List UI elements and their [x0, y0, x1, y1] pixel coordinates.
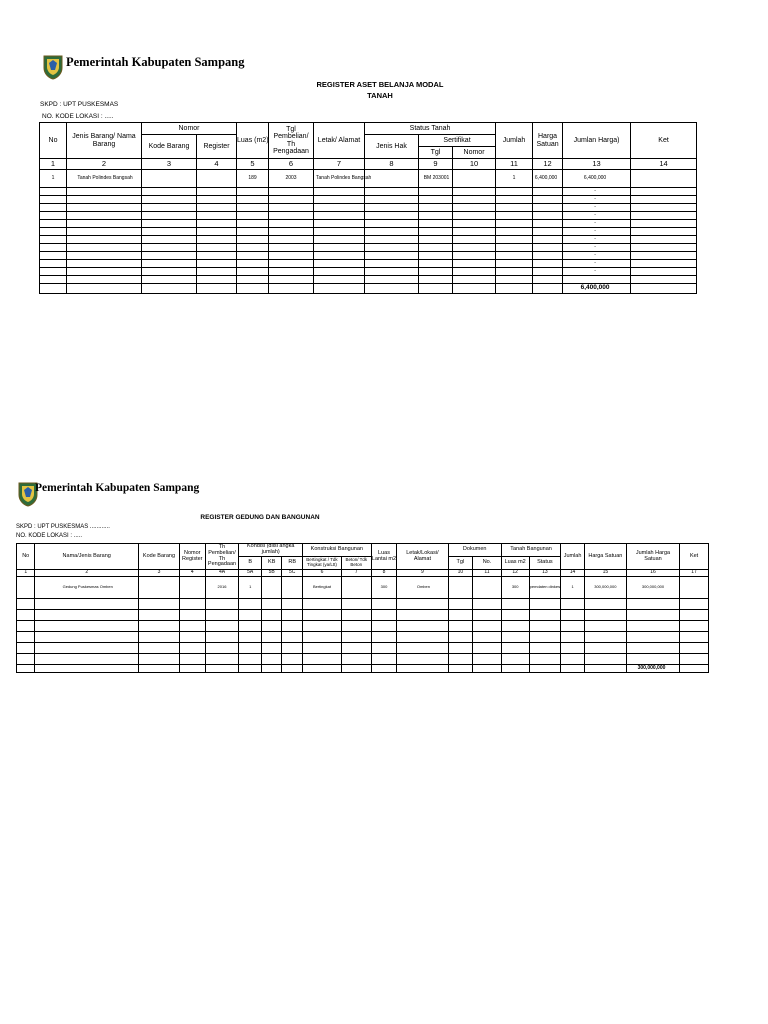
header-kode-barang: Kode Barang [138, 544, 179, 570]
col-number: 5A [239, 570, 262, 577]
header-kondisi-rb: RB [282, 557, 303, 570]
cell-luas: 189 [237, 170, 269, 188]
col-number: 5B [261, 570, 282, 577]
cell-letak: Omben [397, 577, 448, 599]
kode-lokasi-label: NO. KODE LOKASI : ..... [42, 113, 114, 120]
table-row [40, 196, 697, 204]
header-nomor-register: Nomor Register [179, 544, 205, 570]
cell-jumlah: 1 [561, 577, 585, 599]
table-row [17, 654, 709, 665]
header-jumlah-harga: Jumlan Harga) [563, 123, 631, 159]
total-row [17, 665, 709, 673]
skpd-label: SKPD : UPT PUSKESMAS [40, 101, 119, 108]
cell-status: pemdaten dinkes [529, 577, 561, 599]
table-row [40, 260, 697, 268]
dash-cell: - [563, 260, 631, 268]
col-number: 17 [680, 570, 709, 577]
cell-kondisi-b: 1 [239, 577, 262, 599]
cell-kondisi-rb [282, 577, 303, 599]
header-no: No [17, 544, 35, 570]
header-harga-satuan: Harga Satuan [584, 544, 626, 570]
header-luas: Luas (m2) [237, 123, 269, 159]
col-number: 14 [631, 159, 697, 170]
header-luas-m2: Luas m2 [501, 557, 529, 570]
col-number: 1 [17, 570, 35, 577]
cell-harga-satuan: 6,400,000 [533, 170, 563, 188]
col-number: 13 [563, 159, 631, 170]
cell-luas-lantai: 300 [371, 577, 397, 599]
cell-luas-m2: 300 [501, 577, 529, 599]
cell-ket [680, 577, 709, 599]
cell-bertingkat: Bertingkat [302, 577, 341, 599]
kode-lokasi-label: NO. KODE LOKASI : ..... [16, 533, 83, 539]
cell-kode-barang [138, 577, 179, 599]
col-number: 12 [533, 159, 563, 170]
col-number: 9 [419, 159, 453, 170]
government-header-title: Pemerintah Kabupaten Sampang [66, 55, 245, 69]
header-kondisi-kb: KB [261, 557, 282, 570]
header-status-tanah: Status Tanah [365, 123, 496, 135]
cell-harga-satuan: 300,000,000 [584, 577, 626, 599]
col-number: 4A [205, 570, 239, 577]
skpd-label: SKPD : UPT PUSKESMAS ............ [16, 524, 110, 530]
header-luas-lantai: Luas Lantai m2 [371, 544, 397, 570]
col-number: 5C [282, 570, 303, 577]
header-tgl-pembelian: Tgl Pembelian/ Th Pengadaan [269, 123, 314, 159]
col-number: 3 [142, 159, 197, 170]
header-dok-tgl: Tgl [448, 557, 473, 570]
tanah-register-table [39, 122, 697, 294]
col-number: 13 [529, 570, 561, 577]
col-number: 8 [365, 159, 419, 170]
header-jumlah: Jumlah [561, 544, 585, 570]
dash-cell: - [563, 188, 631, 196]
header-register: Register [197, 135, 237, 159]
header-dok-no: No. [473, 557, 502, 570]
col-number: 10 [453, 159, 496, 170]
table-row [40, 252, 697, 260]
header-kondisi: Kondisi (diisi angka jumlah) [239, 544, 303, 557]
col-number: 10 [448, 570, 473, 577]
register-title: REGISTER ASET BELANJA MODAL [316, 80, 444, 89]
header-konstruksi: Konstruksi Bangunan [302, 544, 371, 557]
dash-cell: - [563, 252, 631, 260]
header-jumlah: Jumlah [496, 123, 533, 159]
header-beton: Beton/ Tdk Beton [341, 557, 371, 570]
cell-register [197, 170, 237, 188]
header-kode-barang: Kode Barang [142, 135, 197, 159]
cell-beton [341, 577, 371, 599]
cell-ket [631, 170, 697, 188]
cell-sert-nomor [453, 170, 496, 188]
col-number: 5 [237, 159, 269, 170]
header-ket: Ket [680, 544, 709, 570]
header-tanah-bangunan: Tanah Bangunan [501, 544, 560, 557]
col-number: 7 [314, 159, 365, 170]
cell-no: 1 [40, 170, 67, 188]
col-number: 8 [371, 570, 397, 577]
table-row [17, 610, 709, 621]
cell-kondisi-kb [261, 577, 282, 599]
government-header-title: Pemerintah Kabupaten Sampang [35, 482, 200, 494]
cell-nomor-register [179, 577, 205, 599]
cell-jenis-hak [365, 170, 419, 188]
dash-cell: - [563, 268, 631, 276]
dash-cell: - [563, 244, 631, 252]
col-number: 16 [626, 570, 679, 577]
header-nomor: Nomor [142, 123, 237, 135]
col-number: 2 [35, 570, 139, 577]
total-value: 6,400,000 [563, 284, 631, 294]
table-row [17, 632, 709, 643]
header-harga-satuan: Harga Satuan [533, 123, 563, 159]
table-row [17, 621, 709, 632]
cell-nama: Gedung Puskesmas Omben [35, 577, 139, 599]
cell-jumlah-harga: 6,400,000 [563, 170, 631, 188]
cell-tgl: 2003 [269, 170, 314, 188]
header-jenis-barang: Jenis Barang/ Nama Barang [67, 123, 142, 159]
dash-cell: - [563, 236, 631, 244]
gedung-register-table [16, 543, 709, 673]
table-row [40, 170, 697, 188]
table-row [40, 212, 697, 220]
dash-cell: - [563, 220, 631, 228]
cell-dok-tgl [448, 577, 473, 599]
header-th-pembelian: Th Pembelian/ Th Pengadaan [205, 544, 239, 570]
header-kondisi-b: B [239, 557, 262, 570]
col-number: 12 [501, 570, 529, 577]
cell-th-pembelian: 2016 [205, 577, 239, 599]
cell-sert-tgl: BM 203001 [419, 170, 453, 188]
table-row [40, 228, 697, 236]
table-row [40, 276, 697, 284]
header-sert-tgl: Tgl [419, 147, 453, 159]
header-status: Status [529, 557, 561, 570]
table-row [40, 220, 697, 228]
col-number: 1 [40, 159, 67, 170]
header-nama: Nama/Jenis Barang [35, 544, 139, 570]
dash-cell: - [563, 228, 631, 236]
table-row [40, 268, 697, 276]
table-row [40, 244, 697, 252]
table-row [40, 188, 697, 196]
col-number: 11 [473, 570, 502, 577]
col-number: 14 [561, 570, 585, 577]
header-sert-nomor: Nomor [453, 147, 496, 159]
table-row [40, 236, 697, 244]
col-number: 11 [496, 159, 533, 170]
col-number: 6 [269, 159, 314, 170]
header-letak: Letak/Lokasi/ Alamat [397, 544, 448, 570]
header-jumlah-harga: Jumlah Harga Satuan [626, 544, 679, 570]
total-row [40, 284, 697, 294]
cell-dok-no [473, 577, 502, 599]
header-letak: Letak/ Alamat [314, 123, 365, 159]
col-number: 6 [302, 570, 341, 577]
total-value: 300,000,000 [626, 665, 679, 673]
table-row [17, 643, 709, 654]
cell-kode-barang [142, 170, 197, 188]
header-jenis-hak: Jenis Hak [365, 135, 419, 159]
cell-letak: Tanah Polindes Bangsah [314, 170, 365, 188]
register-title: REGISTER GEDUNG DAN BANGUNAN [200, 514, 320, 521]
table-row [40, 204, 697, 212]
table-row [17, 599, 709, 610]
col-number: 15 [584, 570, 626, 577]
cell-jenis-barang: Tanah Polindes Bangsah [67, 170, 142, 188]
cell-no [17, 577, 35, 599]
kabupaten-sampang-logo [42, 54, 64, 80]
dash-cell: - [563, 196, 631, 204]
cell-jumlah-harga: 300,000,000 [626, 577, 679, 599]
col-number: 2 [67, 159, 142, 170]
register-subtitle: TANAH [367, 91, 393, 100]
dash-cell: - [563, 212, 631, 220]
header-ket: Ket [631, 123, 697, 159]
cell-jumlah: 1 [496, 170, 533, 188]
dash-cell: - [563, 204, 631, 212]
col-number: 7 [341, 570, 371, 577]
col-number: 9 [397, 570, 448, 577]
col-number: 3 [138, 570, 179, 577]
header-dokumen: Dokumen [448, 544, 501, 557]
col-number: 4 [197, 159, 237, 170]
header-no: No [40, 123, 67, 159]
header-bertingkat: Bertingkat / Tdk Tingkat (ya/Ltt) [302, 557, 341, 570]
col-number: 4 [179, 570, 205, 577]
table-row [17, 577, 709, 599]
header-sertifikat: Sertifikat [419, 135, 496, 147]
